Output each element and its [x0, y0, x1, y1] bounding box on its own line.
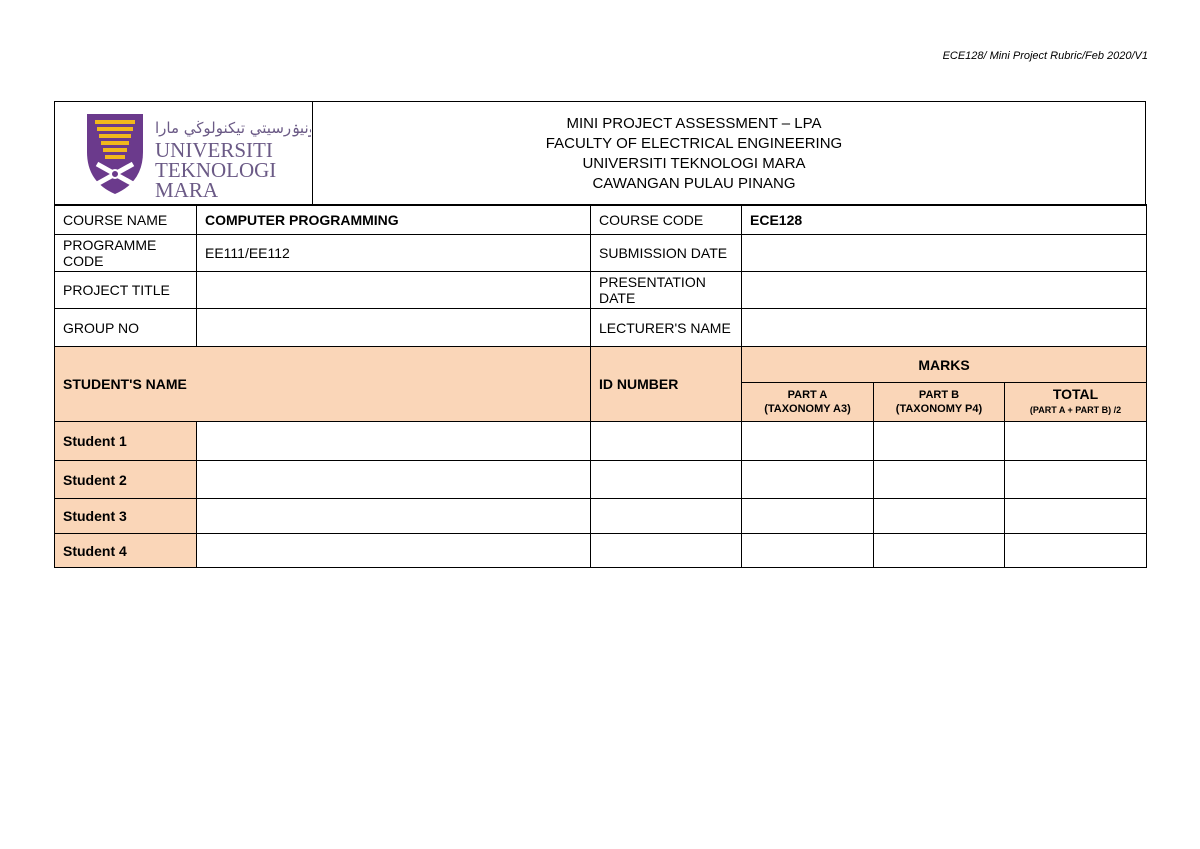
submission-date-field[interactable] — [742, 235, 1147, 272]
logo-arabic-script: اونيۏرسيتي تيكنولوڬي مارا — [155, 119, 311, 137]
student-name-field[interactable] — [197, 534, 591, 568]
group-no-label: GROUP NO — [55, 309, 197, 347]
part-a-mark-field[interactable] — [742, 534, 874, 568]
part-b-mark-field[interactable] — [874, 422, 1005, 461]
part-a-mark-field[interactable] — [742, 499, 874, 534]
student-row-label: Student 1 — [55, 422, 197, 461]
document-reference: ECE128/ Mini Project Rubric/Feb 2020/V1 — [942, 50, 1148, 62]
presentation-date-label: PRESENTATION DATE — [591, 272, 742, 309]
lecturer-name-label: LECTURER'S NAME — [591, 309, 742, 347]
programme-code-value: EE111/EE112 — [197, 235, 591, 272]
total-mark-field[interactable] — [1005, 534, 1147, 568]
total-label: TOTAL — [1052, 386, 1099, 402]
student-id-field[interactable] — [591, 534, 742, 568]
part-a-taxonomy: (TAXONOMY A3) — [764, 403, 851, 415]
title-line-2: FACULTY OF ELECTRICAL ENGINEERING — [545, 134, 843, 152]
student-row-label: Student 4 — [55, 534, 197, 568]
title-line-4: CAWANGAN PULAU PINANG — [592, 174, 796, 192]
student-name-field[interactable] — [197, 422, 591, 461]
uitm-crest-icon — [87, 114, 143, 194]
part-a-mark-field[interactable] — [742, 461, 874, 499]
group-no-field[interactable] — [197, 309, 591, 347]
document-title-cell — [313, 102, 1146, 206]
part-b-mark-field[interactable] — [874, 461, 1005, 499]
student-name-header: STUDENT'S NAME — [55, 347, 591, 422]
part-b-mark-field[interactable] — [874, 499, 1005, 534]
logo-text-teknologi: TEKNOLOGI — [155, 158, 277, 182]
submission-date-label: SUBMISSION DATE — [591, 235, 742, 272]
student-name-field[interactable] — [197, 499, 591, 534]
logo-text-mara: MARA — [155, 178, 219, 202]
marks-header: MARKS — [742, 347, 1147, 383]
part-a-mark-field[interactable] — [742, 422, 874, 461]
part-a-label: PART A — [787, 389, 828, 401]
project-title-label: PROJECT TITLE — [55, 272, 197, 309]
lecturer-name-field[interactable] — [742, 309, 1147, 347]
programme-code-label: PROGRAMME CODE — [55, 235, 197, 272]
student-row-label: Student 2 — [55, 461, 197, 499]
title-line-3: UNIVERSITI TEKNOLOGI MARA — [582, 154, 806, 172]
course-code-value: ECE128 — [742, 205, 1147, 235]
course-name-value: COMPUTER PROGRAMMING — [197, 205, 591, 235]
student-id-field[interactable] — [591, 499, 742, 534]
student-name-field[interactable] — [197, 461, 591, 499]
header-table — [54, 101, 1146, 206]
university-logo-cell — [55, 102, 313, 206]
logo-text-universiti: UNIVERSITI — [155, 138, 273, 162]
id-number-header: ID NUMBER — [591, 347, 742, 422]
presentation-date-field[interactable] — [742, 272, 1147, 309]
part-b-mark-field[interactable] — [874, 534, 1005, 568]
student-id-field[interactable] — [591, 461, 742, 499]
part-b-taxonomy: (TAXONOMY P4) — [895, 403, 983, 415]
part-b-header — [874, 383, 1005, 422]
part-a-header — [742, 383, 874, 422]
title-line-1: MINI PROJECT ASSESSMENT – LPA — [566, 114, 822, 132]
course-code-label: COURSE CODE — [591, 205, 742, 235]
course-name-label: COURSE NAME — [55, 205, 197, 235]
part-b-label: PART B — [918, 389, 960, 401]
total-header — [1005, 383, 1147, 422]
total-mark-field[interactable] — [1005, 461, 1147, 499]
total-mark-field[interactable] — [1005, 422, 1147, 461]
student-id-field[interactable] — [591, 422, 742, 461]
student-row-label: Student 3 — [55, 499, 197, 534]
uitm-logo — [55, 102, 311, 202]
total-mark-field[interactable] — [1005, 499, 1147, 534]
assessment-table — [54, 204, 1147, 568]
project-title-field[interactable] — [197, 272, 591, 309]
total-formula: (PART A + PART B) /2 — [1029, 405, 1122, 415]
